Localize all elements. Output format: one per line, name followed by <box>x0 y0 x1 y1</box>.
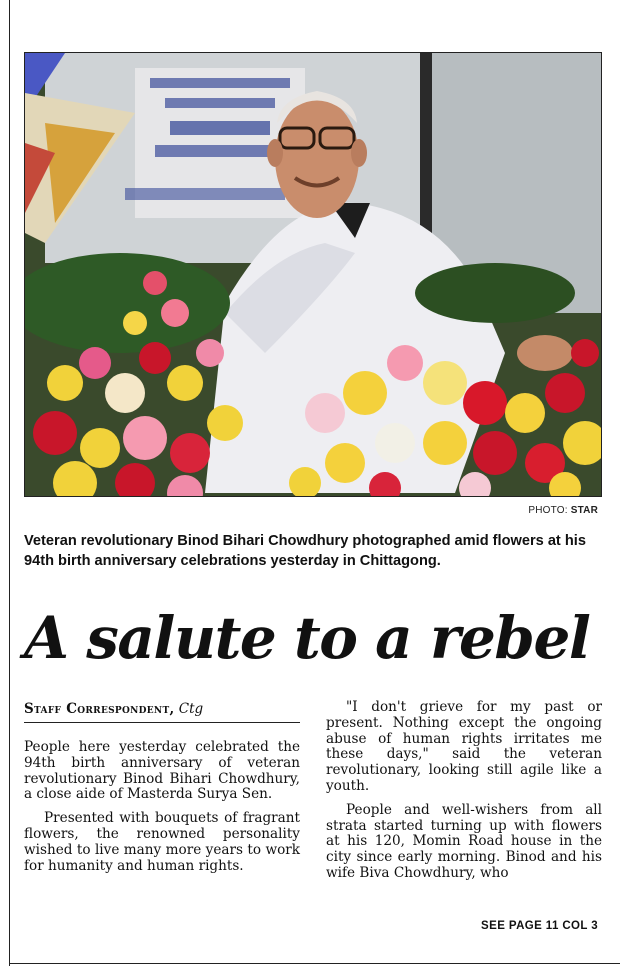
byline-place: Ctg <box>178 701 204 717</box>
headline: A salute to a rebel <box>24 604 590 672</box>
photo-credit-source: STAR <box>570 505 598 516</box>
continued-jump-line: SEE PAGE 11 COL 3 <box>481 920 598 932</box>
article-paragraph: People here yesterday celebrated the 94th birth anniversary of veteran revolutionary Binod Bihari Chowdhury, a close aide of Masterda Surya Sen. <box>24 739 300 803</box>
article-paragraph: Presented with bouquets of fragrant flowers, the renowned personality wished to live many more years to work for humanity and human rights. <box>24 810 300 874</box>
article-paragraph: "I don't grieve for my past or present. Nothing except the ongoing abuse of human rights irritates me these days," said the veteran revolutionary, looking still agile like a youth. <box>326 699 602 794</box>
byline-name: Staff Correspondent, <box>24 701 175 717</box>
photo-caption: Veteran revolutionary Binod Bihari Chowdhury photographed amid flowers at his 94th birth anniversary celebrations yesterday in Chittagong. <box>24 533 586 569</box>
byline <box>24 700 300 723</box>
article-paragraph: People and well-wishers from all strata started turning up with flowers at his 120, Momin Road house in the city since early morning. Binod and his wife Biva Chowdhury, who <box>326 801 602 881</box>
page-bottom-rule <box>9 963 620 964</box>
photo-credit-label: PHOTO: <box>528 505 568 516</box>
article-column-2 <box>326 700 602 890</box>
article-column-1 <box>24 740 300 882</box>
news-photo <box>24 52 602 497</box>
page-left-rule <box>9 0 10 966</box>
photo-credit <box>528 505 598 516</box>
